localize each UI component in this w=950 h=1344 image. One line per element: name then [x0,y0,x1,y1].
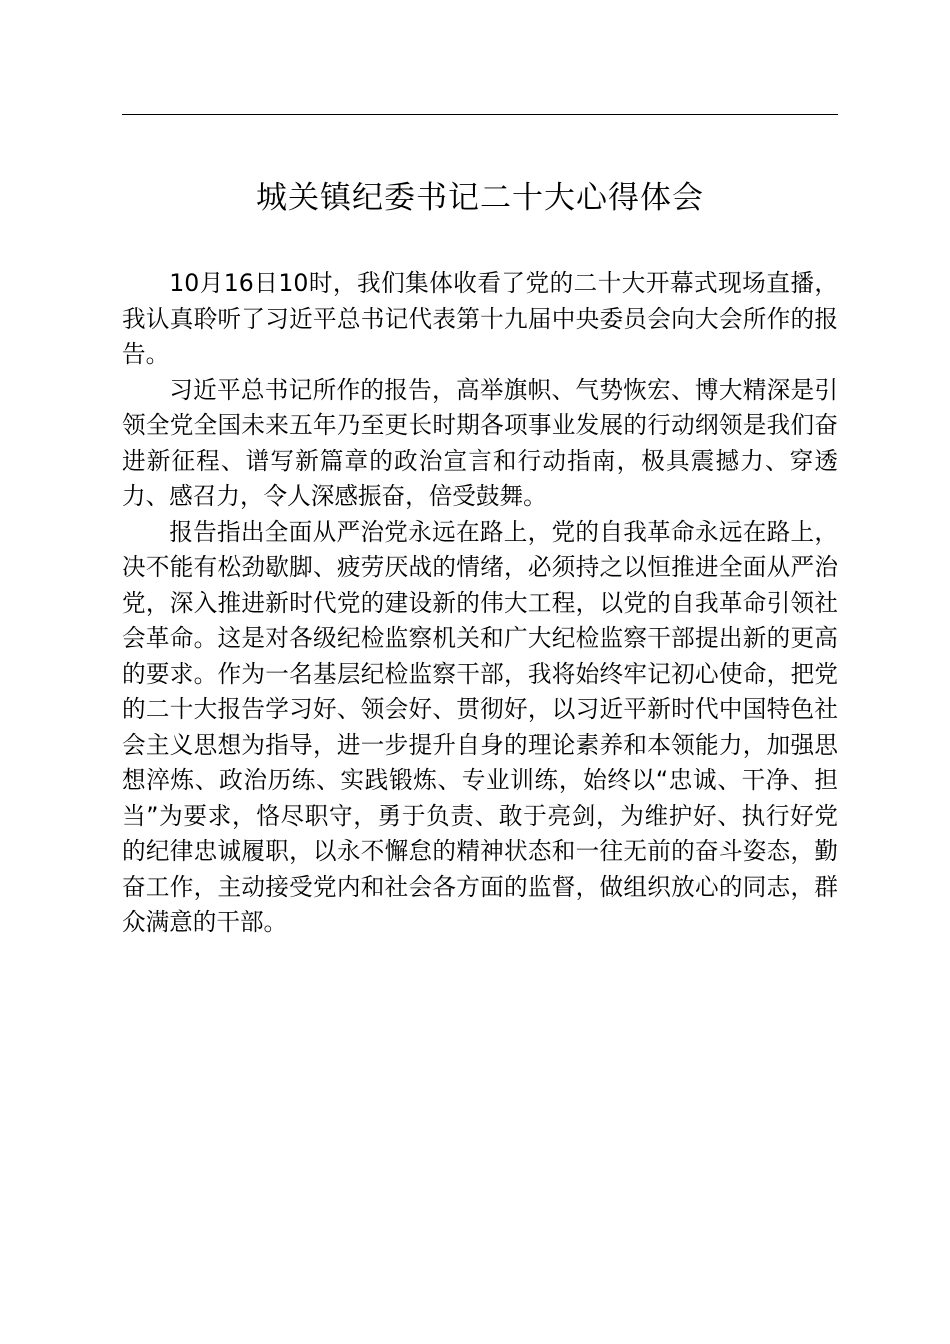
document-title: 城关镇纪委书记二十大心得体会 [256,180,704,216]
paragraph-2: 习近平总书记所作的报告，高举旗帜、气势恢宏、博大精深是引领全党全国未来五年乃至更长时期各项事业发展的行动纲领是我们奋进新征程、谱写新篇章的政治宣言和行动指南，极具震撼力、穿透力、感召力，令人深感振奋，倍受鼓舞。 [122,375,838,510]
header-rule [122,114,838,115]
paragraph-1: 10月16日10时，我们集体收看了党的二十大开幕式现场直播，我认真聆听了习近平总书记代表第十九届中央委员会向大会所作的报告。 [122,269,838,368]
paragraph-3: 报告指出全面从严治党永远在路上，党的自我革命永远在路上，决不能有松劲歇脚、疲劳厌战的情绪，必须持之以恒推进全面从严治党，深入推进新时代党的建设新的伟大工程，以党的自我革命引领社会革命。这是对各级纪检监察机关和广大纪检监察干部提出新的更高的要求。作为一名基层纪检监察干部，我将始终牢记初心使命，把党的二十大报告学习好、领会好、贯彻好，以习近平新时代中国特色社会主义思想为指导，进一步提升自身的理论素养和本领能力，加强思想淬炼、政治历练、实践锻炼、专业训练，始终以“忠诚、干净、担当”为要求，恪尽职守，勇于负责、敢于亮剑，为维护好、执行好党的纪律忠诚履职，以永不懈怠的精神状态和一往无前的奋斗姿态，勤奋工作，主动接受党内和社会各方面的监督，做组织放心的同志，群众满意的干部。 [122,517,838,936]
document-body [122,266,838,941]
